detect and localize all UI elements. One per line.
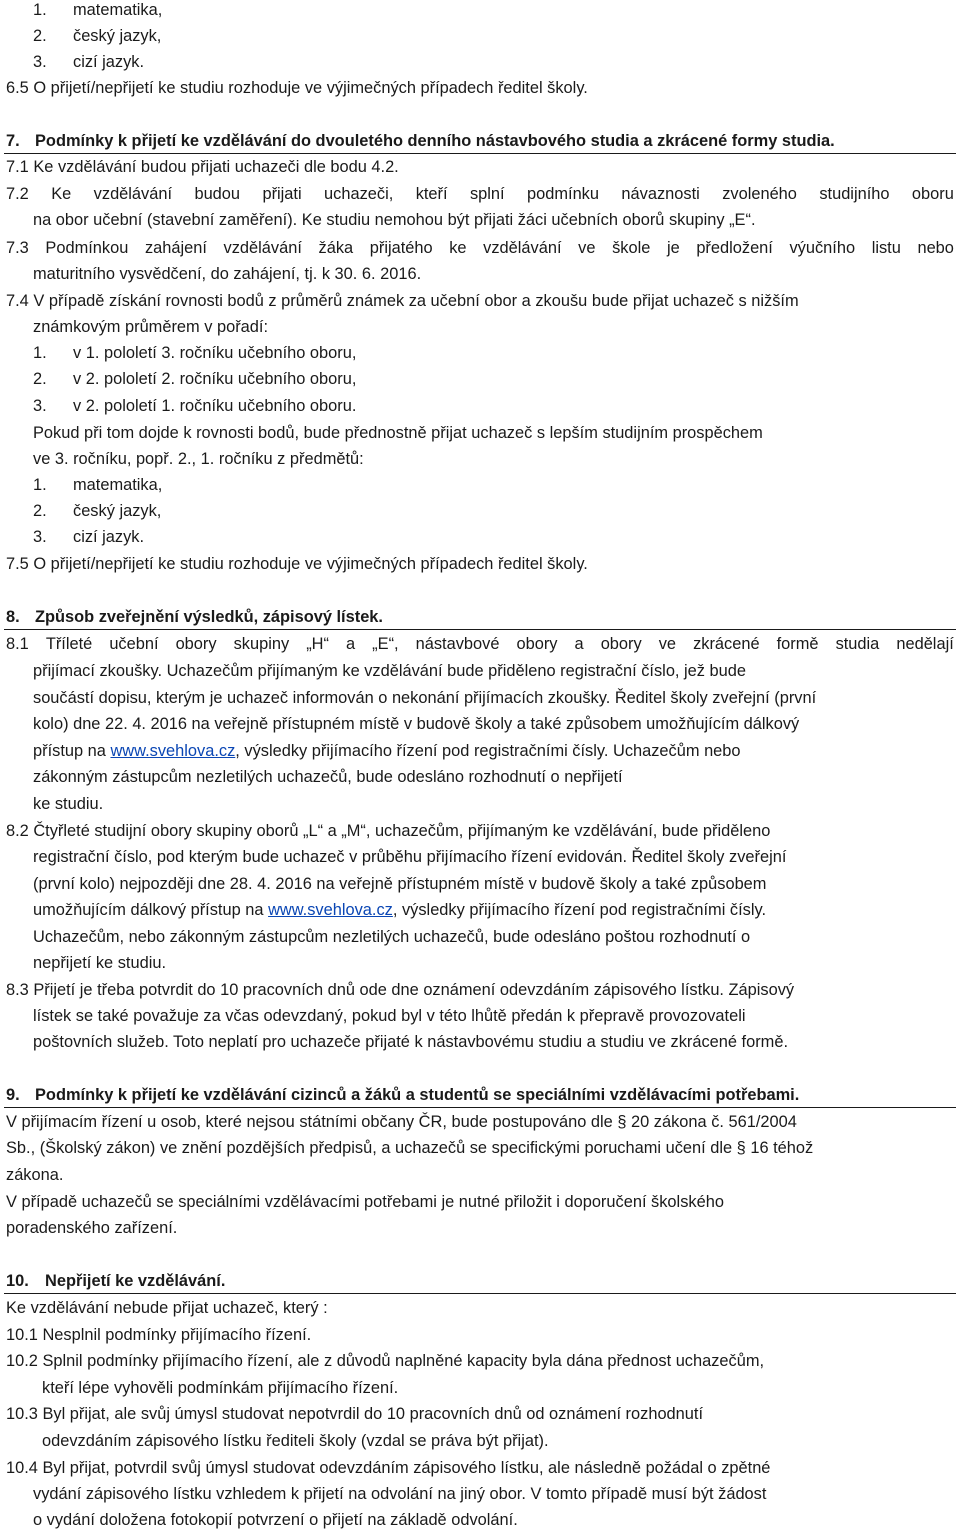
section-7-heading: Podmínky k přijetí ke vzdělávání do dvouletého denního nástavbového studia a zkrácené formy studia. (35, 132, 835, 150)
paragraph-7-4-line: známkovým průměrem v pořadí: (33, 318, 269, 336)
svehlova-link[interactable]: www.svehlova.cz (110, 742, 236, 760)
section-7-number: 7. (6, 132, 20, 150)
word: studijního (819, 185, 890, 203)
word: je (666, 239, 680, 257)
section-rule (4, 629, 956, 630)
paragraph-8-1-line: přijímací zkoušky. Uchazečům přijímaným ke vzdělávání bude přiděleno registrační číslo, jež bude (33, 662, 747, 680)
section-9-number: 9. (6, 1086, 20, 1104)
paragraph-7-1: 7.1 Ke vzdělávání budou přijati uchazeči dle bodu 4.2. (6, 158, 399, 176)
word: obory (600, 635, 642, 653)
section-10-number: 10. (6, 1272, 29, 1290)
paragraph-8-1-line: součástí dopisu, kterým je uchazeč informován o nekonání přijímacích zkoušky. Ředitel školy zveřejní (první (33, 689, 817, 707)
word: kteří (415, 185, 448, 203)
item-10-4-line: o vydání doložena fotokopií potvrzení o přijetí na základě odvolání. (33, 1511, 518, 1529)
paragraph-8-1-line: kolo) dne 22. 4. 2016 na veřejně přístupném místě v budově školy a také způsobem umožňujícím dálkový (33, 715, 800, 733)
word: splní (469, 185, 505, 203)
paragraph-8-2-line: (první kolo) nejpozději dne 28. 4. 2016 na veřejně přístupném místě v budově školy a také způsobem (33, 875, 767, 893)
word: zahájení (144, 239, 207, 257)
word: předložení (696, 239, 773, 257)
paragraph-7-2-line (6, 184, 954, 204)
word: škole (612, 239, 651, 257)
word: 7.3 (6, 239, 29, 257)
word: přijati (262, 185, 302, 203)
list-item: cizí jazyk. (73, 528, 145, 546)
paragraph-8-1-line: zákonným zástupcům nezletilých uchazečů, bude odesláno rozhodnutí o nepřijetí (33, 768, 623, 786)
section-rule (4, 1293, 956, 1294)
list-num: 3. (33, 528, 47, 546)
list-item: matematika, (73, 1, 163, 19)
list-num: 2. (33, 502, 47, 520)
word: a (346, 635, 356, 653)
list-item: český jazyk, (73, 27, 162, 45)
word: ve (658, 635, 677, 653)
word: návaznosti (621, 185, 700, 203)
list-item: v 1. pololetí 3. ročníku učebního oboru, (73, 344, 357, 362)
paragraph-8-3-line: poštovních služeb. Toto neplatí pro uchazeče přijaté k nástavbovému studiu a studiu ve zkrácené formě. (33, 1033, 789, 1051)
word: ve (578, 239, 596, 257)
word: Tříleté (45, 635, 93, 653)
word: 7.2 (6, 185, 29, 203)
word: nebo (917, 239, 954, 257)
word: přijatého (369, 239, 433, 257)
word: podmínku (527, 185, 599, 203)
section-10-heading: Nepřijetí ke vzdělávání. (45, 1272, 226, 1290)
paragraph-7-2-line: na obor učební (stavební zaměření). Ke studiu nemohou být přijati žáci učebních oborů skupiny „E“. (33, 211, 756, 229)
paragraph-7-4-line: Pokud při tom dojde k rovnosti bodů, bude přednostně přijat uchazeč s lepším studijním prospěchem (33, 424, 763, 442)
paragraph-9-line: Sb., (Školský zákon) ve znění pozdějších předpisů, a uchazečů se specifickými poruchami učení dle § 16 téhož (6, 1139, 814, 1157)
list-num: 2. (33, 27, 47, 45)
section-8-number: 8. (6, 608, 20, 626)
word: nástavbové (415, 635, 500, 653)
paragraph-7-4-line: 7.4 V případě získání rovnosti bodů z průměrů známek za učební obor a zkoušu bude přijat uchazeč s nižším (6, 292, 799, 310)
item-10-3-line: odevzdáním zápisového lístku řediteli školy (vzdal se práva být přijat). (42, 1432, 549, 1450)
item-10-4-line: 10.4 Byl přijat, potvrdil svůj úmysl studovat odevzdáním zápisového lístku, ale následně požádal o zpětné (6, 1459, 771, 1477)
paragraph-9-line: V případě uchazečů se speciálními vzdělávacími potřebami je nutné přiložit i doporučení školského (6, 1193, 724, 1211)
word: obory (175, 635, 217, 653)
section-rule (4, 1107, 956, 1108)
word: „E“, (372, 635, 399, 653)
paragraph-6-5: 6.5 O přijetí/nepřijetí ke studiu rozhoduje ve výjimečných případech ředitel školy. (6, 79, 588, 97)
word: vzdělávání (483, 239, 562, 257)
list-item: matematika, (73, 476, 163, 494)
word: vzdělávání (93, 185, 173, 203)
list-item: v 2. pololetí 2. ročníku učebního oboru, (73, 370, 357, 388)
paragraph-8-3-line: lístek se také považuje za včas odevzdaný, pokud byl v této lhůtě předán k přepravě provozovateli (33, 1007, 746, 1025)
list-num: 3. (33, 53, 47, 71)
list-num: 1. (33, 476, 47, 494)
word: listu (871, 239, 901, 257)
word: ke (449, 239, 467, 257)
word: Ke (51, 185, 72, 203)
word: nedělají (896, 635, 954, 653)
list-num: 1. (33, 1, 47, 19)
section-9-heading: Podmínky k přijetí ke vzdělávání cizinců a žáků a studentů se speciálními vzdělávacími potřebami. (35, 1086, 800, 1104)
paragraph-8-2-line: registrační číslo, pod kterým bude uchazeč v průběhu přijímacího řízení evidován. Ředitel školy zveřejní (33, 848, 787, 866)
paragraph-8-3-line: 8.3 Přijetí je třeba potvrdit do 10 pracovních dnů ode dne oznámení odevzdáním zápisového lístku. Zápisový (6, 981, 795, 999)
word: budou (194, 185, 241, 203)
paragraph-9-line: zákona. (6, 1166, 64, 1184)
text-segment: , výsledky přijímacího řízení pod registračními čísly. (392, 901, 767, 919)
list-num: 1. (33, 344, 47, 362)
item-10-2-line: kteří lépe vyhověli podmínkám přijímacího řízení. (42, 1379, 399, 1397)
word: „H“ (306, 635, 329, 653)
word: 8.1 (6, 635, 29, 653)
paragraph-8-2-line: nepřijetí ke studiu. (33, 954, 167, 972)
item-10-1: 10.1 Nesplnil podmínky přijímacího řízení. (6, 1326, 312, 1344)
section-8-heading: Způsob zveřejnění výsledků, zápisový lístek. (35, 608, 383, 626)
word: výučního (789, 239, 856, 257)
item-10-4-line: vydání zápisového lístku vzhledem k přijetí na odvolání na jiný obor. V tomto případě musí být žádost (33, 1485, 767, 1503)
list-item: český jazyk, (73, 502, 162, 520)
word: studia (835, 635, 880, 653)
paragraph-9-line: V přijímacím řízení u osob, které nejsou státními občany ČR, bude postupováno dle § 20 zákona č. 561/2004 (6, 1113, 797, 1131)
word: oboru (911, 185, 954, 203)
list-item: cizí jazyk. (73, 53, 145, 71)
paragraph-8-1-line (33, 741, 741, 761)
paragraph-8-1-line: ke studiu. (33, 795, 104, 813)
word: zvoleného (722, 185, 797, 203)
item-10-3-line: 10.3 Byl přijat, ale svůj úmysl studovat nepotvrdil do 10 pracovních dnů od oznámení rozhodnutí (6, 1405, 704, 1423)
word: vzdělávání (223, 239, 302, 257)
paragraph-8-2-line (33, 900, 766, 920)
paragraph-8-2-line: Uchazečům, nebo zákonným zástupcům nezletilých uchazečů, bude odesláno poštou rozhodnutí o (33, 928, 751, 946)
list-num: 2. (33, 370, 47, 388)
word: formě (776, 635, 819, 653)
word: žáka (318, 239, 354, 257)
paragraph-9-line: poradenského zařízení. (6, 1219, 178, 1237)
word: obory (516, 635, 558, 653)
item-10-2-line: 10.2 Splnil podmínky přijímacího řízení, ale z důvodů naplněné kapacity byla dána přednost uchazečům, (6, 1352, 765, 1370)
word: uchazeči, (324, 185, 394, 203)
section-rule (4, 153, 956, 154)
word: a (574, 635, 584, 653)
word: skupiny (233, 635, 290, 653)
word: Podmínkou (45, 239, 129, 257)
text-segment: , výsledky přijímacího řízení pod registračními čísly. Uchazečům nebo (235, 742, 741, 760)
text-segment: přístup na (33, 742, 106, 760)
paragraph-7-3-line (6, 238, 954, 258)
paragraph-8-2-line: 8.2 Čtyřleté studijní obory skupiny oborů „L“ a „M“, uchazečům, přijímaným ke vzdělávání, bude přiděleno (6, 822, 771, 840)
word: učební (109, 635, 159, 653)
list-item: v 2. pololetí 1. ročníku učebního oboru. (73, 397, 357, 415)
paragraph-10-intro: Ke vzdělávání nebude přijat uchazeč, který : (6, 1299, 328, 1317)
paragraph-7-5: 7.5 O přijetí/nepřijetí ke studiu rozhoduje ve výjimečných případech ředitel školy. (6, 555, 588, 573)
list-num: 3. (33, 397, 47, 415)
paragraph-7-4-line: ve 3. ročníku, popř. 2., 1. ročníku z předmětů: (33, 450, 364, 468)
paragraph-7-3-line: maturitního vysvědčení, do zahájení, tj. k 30. 6. 2016. (33, 265, 422, 283)
text-segment: umožňujícím dálkový přístup na (33, 901, 264, 919)
svehlova-link[interactable]: www.svehlova.cz (268, 901, 393, 919)
word: zkrácené (693, 635, 760, 653)
paragraph-8-1-line (6, 634, 954, 654)
